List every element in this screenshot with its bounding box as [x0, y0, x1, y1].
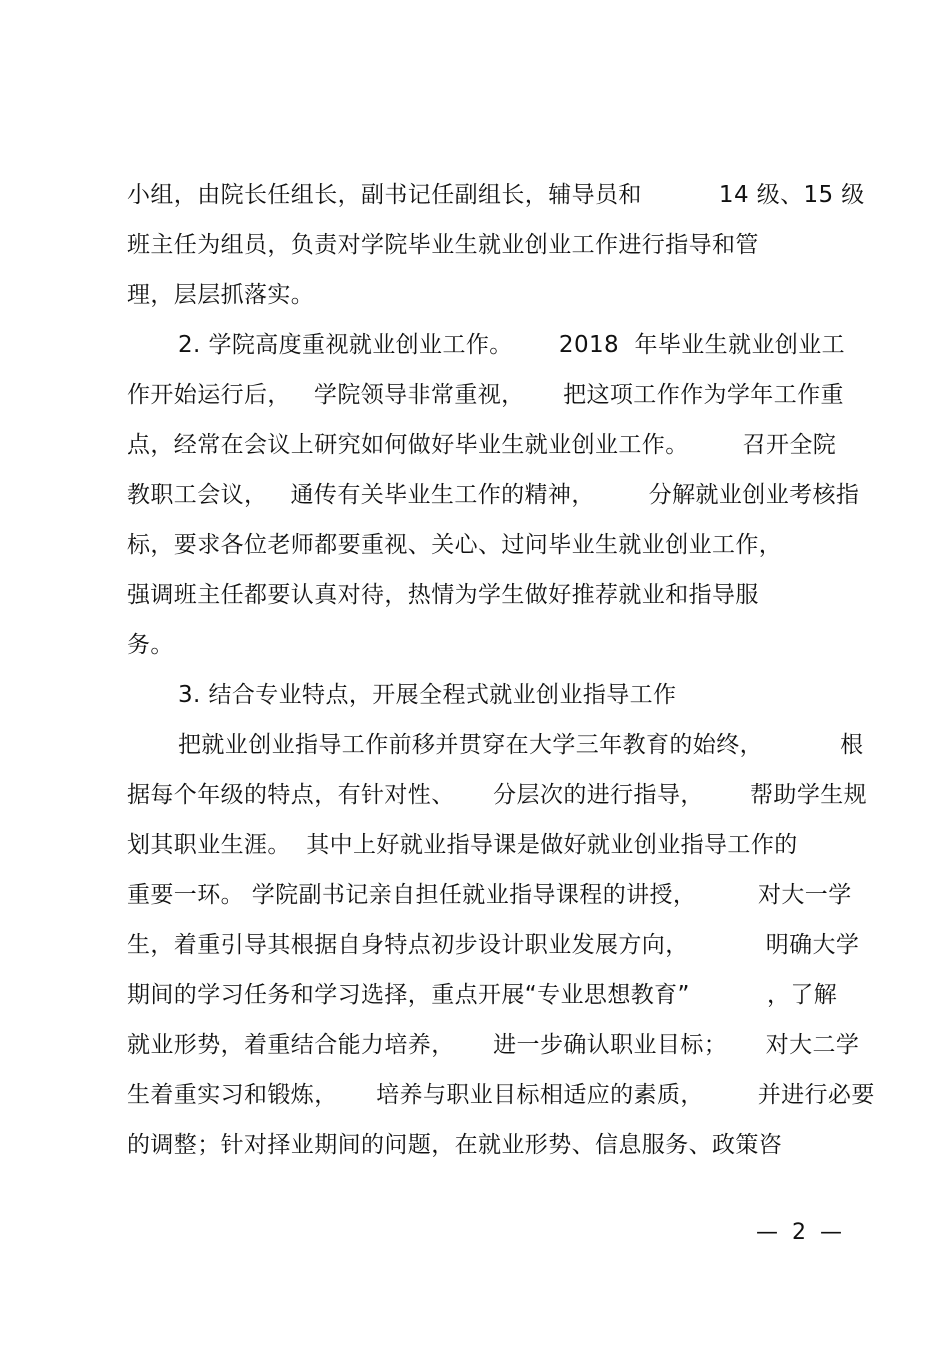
paragraph-line: 把就业创业指导工作前移并贯穿在大学三年教育的始终， 根: [178, 732, 864, 758]
paragraph-line: 班主任为组员，负责对学院毕业生就业创业工作进行指导和管: [127, 232, 759, 258]
paragraph-line: 重要一环。 学院副书记亲自担任就业指导课程的讲授， 对大一学: [127, 882, 852, 908]
paragraph-line: 理，层层抓落实。: [127, 282, 315, 308]
paragraph-line: 教职工会议， 通传有关毕业生工作的精神， 分解就业创业考核指: [127, 482, 860, 508]
section-heading: 3. 结合专业特点，开展全程式就业创业指导工作: [178, 682, 677, 708]
paragraph-line: 就业形势，着重结合能力培养， 进一步确认职业目标； 对大二学: [127, 1032, 860, 1058]
section-heading: 2. 学院高度重视就业创业工作。 2018 年毕业生就业创业工: [178, 332, 846, 358]
page-number: — 2 —: [756, 1220, 842, 1245]
paragraph-line: 作开始运行后， 学院领导非常重视， 把这项工作作为学年工作重: [127, 382, 844, 408]
paragraph-line: 点，经常在会议上研究如何做好毕业生就业创业工作。 召开全院: [127, 432, 837, 458]
paragraph-line: 生着重实习和锻炼， 培养与职业目标相适应的素质， 并进行必要: [127, 1082, 875, 1108]
paragraph-line: 标，要求各位老师都要重视、关心、过问毕业生就业创业工作，: [127, 532, 783, 558]
paragraph-line: 生，着重引导其根据自身特点初步设计职业发展方向， 明确大学: [127, 932, 860, 958]
paragraph-line: 小组，由院长任组长，副书记任副组长，辅导员和 14 级、15 级: [127, 182, 865, 208]
paragraph-line: 强调班主任都要认真对待，热情为学生做好推荐就业和指导服: [127, 582, 759, 608]
paragraph-line: 划其职业生涯。 其中上好就业指导课是做好就业创业指导工作的: [127, 832, 798, 858]
paragraph-line: 据每个年级的特点，有针对性、 分层次的进行指导， 帮助学生规: [127, 782, 868, 808]
paragraph-line: 期间的学习任务和学习选择，重点开展“专业思想教育” ，了解: [127, 982, 838, 1008]
paragraph-line: 的调整；针对择业期间的问题，在就业形势、信息服务、政策咨: [127, 1132, 783, 1158]
paragraph-line: 务。: [127, 632, 174, 658]
